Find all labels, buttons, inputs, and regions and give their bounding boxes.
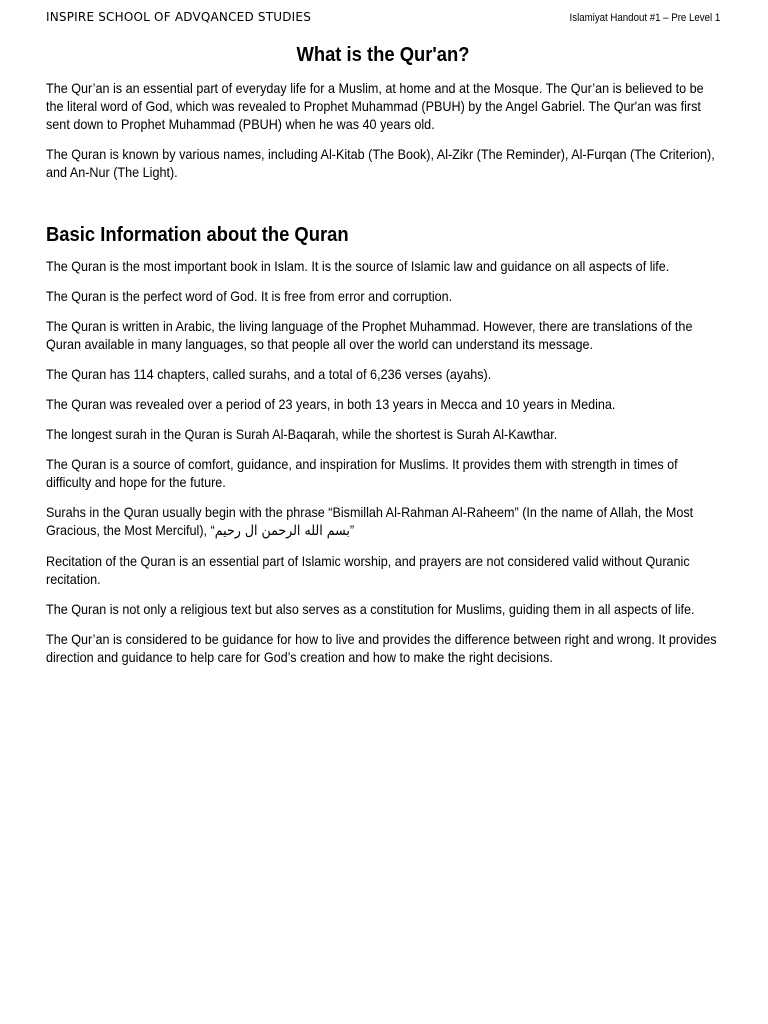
- fact-text: The Quran is the perfect word of God. It is free from error and corruption.: [46, 288, 453, 304]
- list-item: [46, 257, 720, 275]
- fact-text: The Quran is not only a religious text but also serves as a constitution for Muslims, guiding them in all aspects of life.: [46, 601, 695, 617]
- list-item: [46, 503, 720, 540]
- list-item: [46, 600, 720, 618]
- section-heading: Basic Information about the Quran: [46, 224, 349, 246]
- bismillah-arabic: بسم الله الرحمن ال رحيم: [214, 523, 350, 539]
- fact-text: The Quran has 114 chapters, called surahs, and a total of 6,236 verses (ayahs).: [46, 366, 492, 382]
- intro-paragraph: The Quran is known by various names, including Al-Kitab (The Book), Al-Zikr (The Reminder), Al-Furqan (The Criterion), and An-Nur (The Light).: [46, 146, 715, 180]
- list-item: [46, 365, 720, 383]
- fact-text: The Quran is a source of comfort, guidance, and inspiration for Muslims. It provides them with strength in times of difficulty and hope for the future.: [46, 456, 678, 490]
- list-item: [46, 630, 720, 666]
- fact-text: Recitation of the Quran is an essential part of Islamic worship, and prayers are not considered valid without Quranic recitation.: [46, 553, 690, 587]
- facts-list: [46, 257, 720, 666]
- intro-section: [46, 79, 720, 181]
- handout-label: Islamiyat Handout #1 – Pre Level 1: [569, 12, 720, 24]
- list-item: [46, 425, 720, 443]
- list-item: [46, 395, 720, 413]
- fact-text-bismillah: [46, 503, 719, 540]
- intro-paragraph: The Qur’an is an essential part of everyday life for a Muslim, at home and at the Mosque. The Qur’an is believed to be the literal word of God, which was revealed to Prophet Muhammad (PBUH) by the Angel Gabriel. The Qur'an was first sent down to Prophet Muhammad (PBUH) when he was 40 years old.: [46, 80, 704, 132]
- bismillah-suffix: ”: [349, 522, 355, 538]
- fact-text: The Quran is the most important book in Islam. It is the source of Islamic law and guidance on all aspects of life.: [46, 258, 670, 274]
- fact-text: The Qur’an is considered to be guidance for how to live and provides the difference between right and wrong. It provides direction and guidance to help care for God’s creation and how to make the right decisions.: [46, 631, 717, 665]
- list-item: [46, 287, 720, 305]
- fact-text: The Quran is written in Arabic, the living language of the Prophet Muhammad. However, there are translations of the Quran available in many languages, so that people all over the world can understand its message.: [46, 318, 693, 352]
- fact-text: The longest surah in the Quran is Surah Al-Baqarah, while the shortest is Surah Al-Kawthar.: [46, 426, 558, 442]
- document-title: What is the Qur'an?: [296, 44, 470, 66]
- bismillah-prefix: Surahs in the Quran usually begin with the phrase “Bismillah Al-Rahman Al-Raheem” (In the name of Allah, the Most Gracious, the Most Merciful), “: [46, 504, 694, 538]
- list-item: [46, 455, 720, 491]
- list-item: [46, 317, 720, 353]
- page-header: [46, 10, 720, 26]
- list-item: [46, 552, 720, 588]
- fact-text: The Quran was revealed over a period of 23 years, in both 13 years in Mecca and 10 years in Medina.: [46, 396, 616, 412]
- school-name: INSPIRE SCHOOL OF ADVQANCED STUDIES: [46, 10, 312, 24]
